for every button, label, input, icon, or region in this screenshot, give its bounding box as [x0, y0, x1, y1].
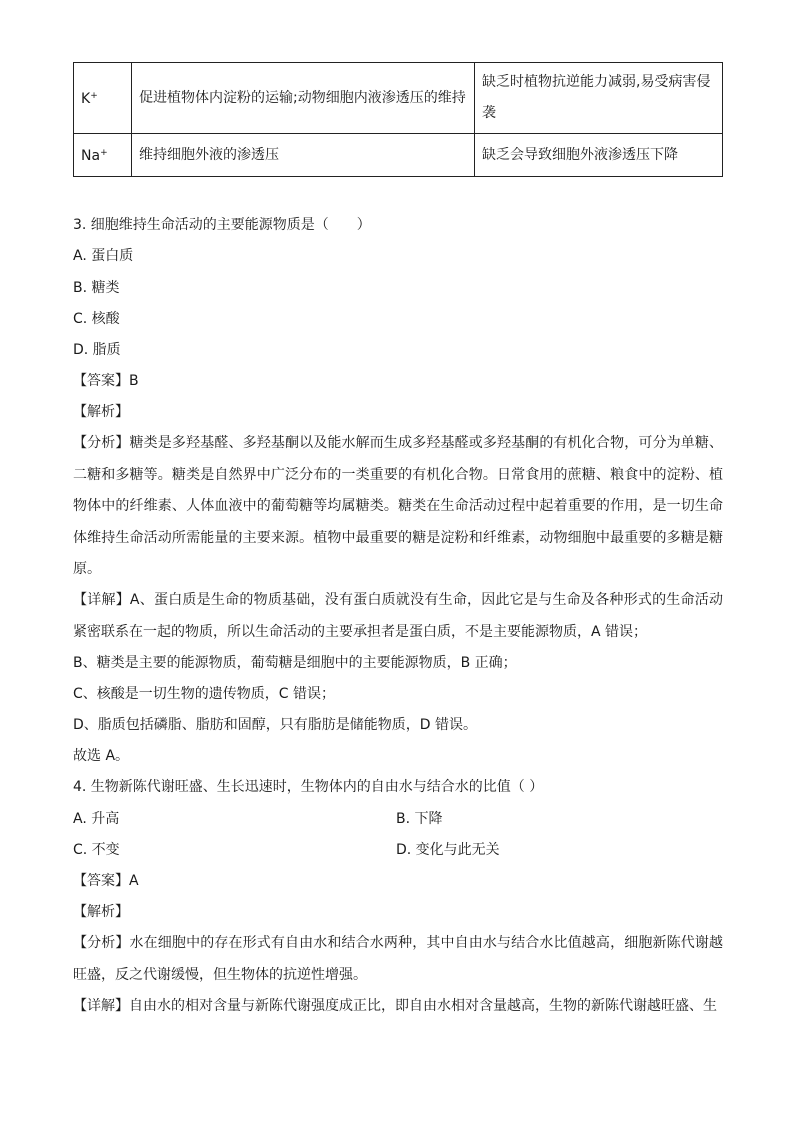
q3-option-b: B. 糖类	[73, 280, 120, 296]
ion-cell	[74, 134, 132, 177]
ion-charge: +	[90, 91, 98, 101]
q3-detail-b: B、糖类是主要的能源物质，葡萄糖是细胞中的主要能源物质，B 正确；	[73, 655, 517, 671]
q4-analysis-label: 【解析】	[73, 904, 129, 920]
q3-detail-c: C、核酸是一切生物的遗传物质，C 错误；	[73, 686, 335, 702]
q3-answer: 【答案】B	[73, 373, 139, 389]
ion-function-table	[73, 62, 723, 177]
q3-option-d: D. 脂质	[73, 342, 121, 358]
question-3-stem: 3. 细胞维持生命活动的主要能源物质是（ ）	[73, 217, 371, 233]
q3-option-c: C. 核酸	[73, 311, 120, 327]
q4-analysis-fenxi: 【分析】水在细胞中的存在形式有自由水和结合水两种，其中自由水与结合水比值越高，细胞新陈代谢越旺盛，反之代谢缓慢，但生物体的抗逆性增强。	[73, 935, 723, 983]
q4-option-a: A. 升高	[73, 811, 120, 827]
ion-cell	[74, 63, 132, 134]
table-row	[74, 134, 723, 177]
q3-analysis-xiangjie: 【详解】A、蛋白质是生命的物质基础，没有蛋白质就没有生命，因此它是与生命及各种形式的生命活动紧密联系在一起的物质，所以生命活动的主要承担者是蛋白质，不是主要能源物质，A 错误；	[73, 592, 723, 640]
ion-symbol: Na	[81, 148, 101, 164]
deficiency-cell: 缺乏时植物抗逆能力减弱,易受病害侵袭	[475, 63, 723, 134]
function-cell: 维持细胞外液的渗透压	[132, 134, 475, 177]
q3-analysis-fenxi: 【分析】糖类是多羟基醛、多羟基酮以及能水解而生成多羟基醛或多羟基酮的有机化合物，可分为单糖、二糖和多糖等。糖类是自然界中广泛分布的一类重要的有机化合物。日常食用的蔗糖、粮食中的淀粉、植物体中的纤维素、人体血液中的葡萄糖等均属糖类。糖类在生命活动过程中起着重要的作用，是一切生命体维持生命活动所需能量的主要来源。植物中最重要的糖是淀粉和纤维素，动物细胞中最重要的多糖是糖原。	[73, 435, 723, 577]
q4-analysis-xiangjie: 【详解】自由水的相对含量与新陈代谢强度成正比，即自由水相对含量越高，生物的新陈代谢越旺盛、生	[73, 998, 717, 1014]
q4-answer: 【答案】A	[73, 873, 139, 889]
function-cell: 促进植物体内淀粉的运输;动物细胞内液渗透压的维持	[132, 63, 475, 134]
ion-symbol: K	[81, 91, 91, 107]
question-4-stem: 4. 生物新陈代谢旺盛、生长迅速时，生物体内的自由水与结合水的比值（ ）	[73, 779, 544, 795]
q4-option-c: C. 不变	[73, 842, 120, 858]
q4-option-b: B. 下降	[396, 811, 443, 827]
deficiency-cell: 缺乏会导致细胞外液渗透压下降	[475, 134, 723, 177]
q4-option-d: D. 变化与此无关	[396, 842, 500, 858]
q3-detail-d: D、脂质包括磷脂、脂肪和固醇，只有脂肪是储能物质，D 错误。	[73, 717, 478, 733]
q3-option-a: A. 蛋白质	[73, 248, 134, 264]
q3-conclusion: 故选 A。	[73, 748, 130, 764]
ion-charge: +	[100, 148, 108, 158]
q3-analysis-label: 【解析】	[73, 404, 129, 420]
table-row	[74, 63, 723, 134]
